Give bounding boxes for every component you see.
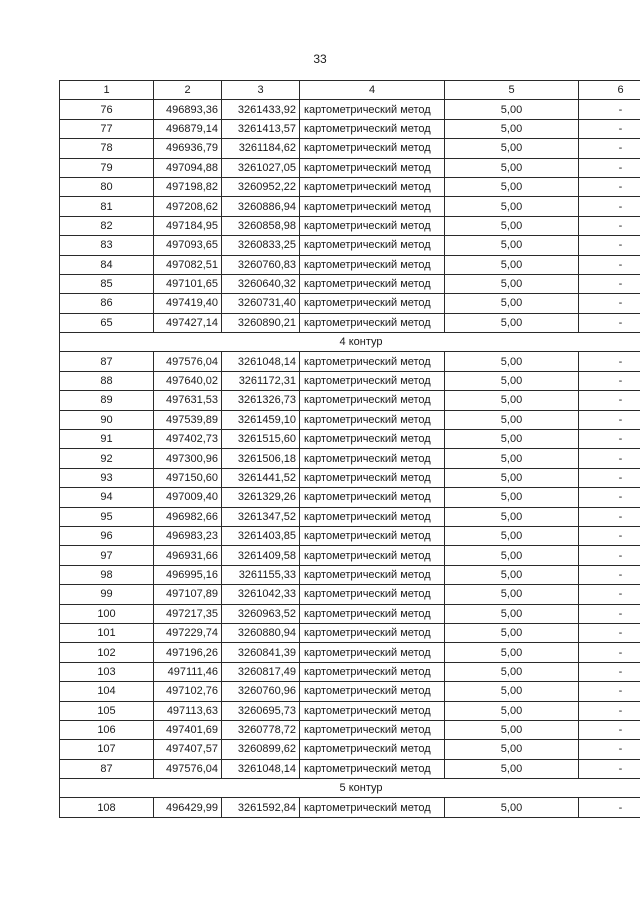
y-coordinate-cell: 3260640,32 — [222, 274, 300, 293]
accuracy-cell: 5,00 — [445, 119, 579, 138]
note-cell: - — [579, 294, 640, 313]
x-coordinate-cell: 496982,66 — [154, 507, 222, 526]
method-cell: картометрический метод — [300, 294, 445, 313]
method-cell: картометрический метод — [300, 546, 445, 565]
column-header-6: 6 — [579, 81, 640, 100]
y-coordinate-cell: 3261155,33 — [222, 565, 300, 584]
note-cell: - — [579, 798, 640, 817]
method-cell: картометрический метод — [300, 662, 445, 681]
note-cell: - — [579, 410, 640, 429]
table-row — [60, 507, 640, 526]
method-cell: картометрический метод — [300, 410, 445, 429]
table-row — [60, 371, 640, 390]
note-cell: - — [579, 720, 640, 739]
point-number-cell: 97 — [60, 546, 154, 565]
point-number-cell: 65 — [60, 313, 154, 332]
x-coordinate-cell: 496893,36 — [154, 100, 222, 119]
method-cell: картометрический метод — [300, 740, 445, 759]
y-coordinate-cell: 3261172,31 — [222, 371, 300, 390]
y-coordinate-cell: 3260778,72 — [222, 720, 300, 739]
method-cell: картометрический метод — [300, 274, 445, 293]
note-cell: - — [579, 526, 640, 545]
y-coordinate-cell: 3261329,26 — [222, 488, 300, 507]
table-row — [60, 604, 640, 623]
section-label: 5 контур — [60, 779, 640, 798]
point-number-cell: 88 — [60, 371, 154, 390]
method-cell: картометрический метод — [300, 197, 445, 216]
point-number-cell: 103 — [60, 662, 154, 681]
y-coordinate-cell: 3261592,84 — [222, 798, 300, 817]
point-number-cell: 87 — [60, 352, 154, 371]
note-cell: - — [579, 100, 640, 119]
note-cell: - — [579, 740, 640, 759]
page-number: 33 — [313, 52, 327, 66]
table-row — [60, 449, 640, 468]
point-number-cell: 95 — [60, 507, 154, 526]
method-cell: картометрический метод — [300, 701, 445, 720]
table-row — [60, 643, 640, 662]
accuracy-cell: 5,00 — [445, 720, 579, 739]
point-number-cell: 80 — [60, 177, 154, 196]
accuracy-cell: 5,00 — [445, 410, 579, 429]
note-cell: - — [579, 216, 640, 235]
y-coordinate-cell: 3261506,18 — [222, 449, 300, 468]
point-number-cell: 84 — [60, 255, 154, 274]
x-coordinate-cell: 497150,60 — [154, 468, 222, 487]
accuracy-cell: 5,00 — [445, 662, 579, 681]
x-coordinate-cell: 497576,04 — [154, 759, 222, 778]
x-coordinate-cell: 497640,02 — [154, 371, 222, 390]
table-row — [60, 701, 640, 720]
table-row — [60, 236, 640, 255]
point-number-cell: 79 — [60, 158, 154, 177]
y-coordinate-cell: 3260695,73 — [222, 701, 300, 720]
table-row — [60, 488, 640, 507]
table-row — [60, 585, 640, 604]
y-coordinate-cell: 3260890,21 — [222, 313, 300, 332]
accuracy-cell: 5,00 — [445, 216, 579, 235]
point-number-cell: 78 — [60, 139, 154, 158]
note-cell: - — [579, 662, 640, 681]
accuracy-cell: 5,00 — [445, 798, 579, 817]
method-cell: картометрический метод — [300, 255, 445, 274]
accuracy-cell: 5,00 — [445, 507, 579, 526]
table-row — [60, 682, 640, 701]
table-row — [60, 430, 640, 449]
table-row — [60, 216, 640, 235]
y-coordinate-cell: 3261403,85 — [222, 526, 300, 545]
y-coordinate-cell: 3261441,52 — [222, 468, 300, 487]
method-cell: картометрический метод — [300, 798, 445, 817]
accuracy-cell: 5,00 — [445, 740, 579, 759]
table-row — [60, 177, 640, 196]
x-coordinate-cell: 497539,89 — [154, 410, 222, 429]
accuracy-cell: 5,00 — [445, 546, 579, 565]
y-coordinate-cell: 3260858,98 — [222, 216, 300, 235]
y-coordinate-cell: 3261042,33 — [222, 585, 300, 604]
note-cell: - — [579, 643, 640, 662]
table-row — [60, 798, 640, 817]
note-cell: - — [579, 391, 640, 410]
note-cell: - — [579, 119, 640, 138]
table-row — [60, 119, 640, 138]
note-cell: - — [579, 449, 640, 468]
note-cell: - — [579, 274, 640, 293]
method-cell: картометрический метод — [300, 507, 445, 526]
method-cell: картометрический метод — [300, 585, 445, 604]
x-coordinate-cell: 497208,62 — [154, 197, 222, 216]
y-coordinate-cell: 3261433,92 — [222, 100, 300, 119]
table-header — [60, 81, 640, 100]
section-row — [60, 333, 640, 352]
y-coordinate-cell: 3261459,10 — [222, 410, 300, 429]
method-cell: картометрический метод — [300, 158, 445, 177]
table-row — [60, 662, 640, 681]
y-coordinate-cell: 3260963,52 — [222, 604, 300, 623]
accuracy-cell: 5,00 — [445, 682, 579, 701]
table-row — [60, 100, 640, 119]
x-coordinate-cell: 497009,40 — [154, 488, 222, 507]
note-cell: - — [579, 197, 640, 216]
table-row — [60, 759, 640, 778]
accuracy-cell: 5,00 — [445, 565, 579, 584]
y-coordinate-cell: 3261048,14 — [222, 759, 300, 778]
accuracy-cell: 5,00 — [445, 158, 579, 177]
section-row — [60, 779, 640, 798]
accuracy-cell: 5,00 — [445, 313, 579, 332]
coordinates-table — [59, 80, 640, 818]
note-cell: - — [579, 682, 640, 701]
point-number-cell: 86 — [60, 294, 154, 313]
note-cell: - — [579, 623, 640, 642]
method-cell: картометрический метод — [300, 720, 445, 739]
header-row — [60, 81, 640, 100]
table-row — [60, 139, 640, 158]
accuracy-cell: 5,00 — [445, 701, 579, 720]
accuracy-cell: 5,00 — [445, 526, 579, 545]
accuracy-cell: 5,00 — [445, 177, 579, 196]
x-coordinate-cell: 497198,82 — [154, 177, 222, 196]
note-cell: - — [579, 430, 640, 449]
accuracy-cell: 5,00 — [445, 255, 579, 274]
y-coordinate-cell: 3261027,05 — [222, 158, 300, 177]
column-header-4: 4 — [300, 81, 445, 100]
x-coordinate-cell: 497300,96 — [154, 449, 222, 468]
accuracy-cell: 5,00 — [445, 643, 579, 662]
point-number-cell: 105 — [60, 701, 154, 720]
method-cell: картометрический метод — [300, 623, 445, 642]
table-row — [60, 546, 640, 565]
accuracy-cell: 5,00 — [445, 623, 579, 642]
table-row — [60, 391, 640, 410]
y-coordinate-cell: 3260899,62 — [222, 740, 300, 759]
method-cell: картометрический метод — [300, 371, 445, 390]
point-number-cell: 106 — [60, 720, 154, 739]
x-coordinate-cell: 497111,46 — [154, 662, 222, 681]
table-body — [60, 100, 640, 817]
table-row — [60, 468, 640, 487]
point-number-cell: 81 — [60, 197, 154, 216]
point-number-cell: 108 — [60, 798, 154, 817]
table-row — [60, 352, 640, 371]
note-cell: - — [579, 701, 640, 720]
table-row — [60, 313, 640, 332]
method-cell: картометрический метод — [300, 430, 445, 449]
x-coordinate-cell: 497229,74 — [154, 623, 222, 642]
method-cell: картометрический метод — [300, 119, 445, 138]
y-coordinate-cell: 3261413,57 — [222, 119, 300, 138]
point-number-cell: 93 — [60, 468, 154, 487]
point-number-cell: 102 — [60, 643, 154, 662]
method-cell: картометрический метод — [300, 488, 445, 507]
point-number-cell: 90 — [60, 410, 154, 429]
method-cell: картометрический метод — [300, 682, 445, 701]
column-header-1: 1 — [60, 81, 154, 100]
x-coordinate-cell: 497113,63 — [154, 701, 222, 720]
table-row — [60, 565, 640, 584]
accuracy-cell: 5,00 — [445, 759, 579, 778]
x-coordinate-cell: 497107,89 — [154, 585, 222, 604]
note-cell: - — [579, 158, 640, 177]
accuracy-cell: 5,00 — [445, 604, 579, 623]
x-coordinate-cell: 497576,04 — [154, 352, 222, 371]
accuracy-cell: 5,00 — [445, 468, 579, 487]
x-coordinate-cell: 496995,16 — [154, 565, 222, 584]
x-coordinate-cell: 497094,88 — [154, 158, 222, 177]
y-coordinate-cell: 3260841,39 — [222, 643, 300, 662]
method-cell: картометрический метод — [300, 468, 445, 487]
method-cell: картометрический метод — [300, 313, 445, 332]
note-cell: - — [579, 604, 640, 623]
accuracy-cell: 5,00 — [445, 294, 579, 313]
point-number-cell: 82 — [60, 216, 154, 235]
x-coordinate-cell: 497102,76 — [154, 682, 222, 701]
method-cell: картометрический метод — [300, 236, 445, 255]
method-cell: картометрический метод — [300, 216, 445, 235]
point-number-cell: 85 — [60, 274, 154, 293]
y-coordinate-cell: 3260880,94 — [222, 623, 300, 642]
note-cell: - — [579, 139, 640, 158]
note-cell: - — [579, 352, 640, 371]
point-number-cell: 89 — [60, 391, 154, 410]
method-cell: картометрический метод — [300, 604, 445, 623]
y-coordinate-cell: 3261048,14 — [222, 352, 300, 371]
column-header-3: 3 — [222, 81, 300, 100]
accuracy-cell: 5,00 — [445, 488, 579, 507]
note-cell: - — [579, 468, 640, 487]
point-number-cell: 107 — [60, 740, 154, 759]
y-coordinate-cell: 3260760,83 — [222, 255, 300, 274]
y-coordinate-cell: 3261184,62 — [222, 139, 300, 158]
y-coordinate-cell: 3260886,94 — [222, 197, 300, 216]
point-number-cell: 101 — [60, 623, 154, 642]
y-coordinate-cell: 3260760,96 — [222, 682, 300, 701]
note-cell: - — [579, 565, 640, 584]
note-cell: - — [579, 236, 640, 255]
method-cell: картометрический метод — [300, 526, 445, 545]
x-coordinate-cell: 497196,26 — [154, 643, 222, 662]
note-cell: - — [579, 546, 640, 565]
x-coordinate-cell: 496879,14 — [154, 119, 222, 138]
y-coordinate-cell: 3260817,49 — [222, 662, 300, 681]
accuracy-cell: 5,00 — [445, 197, 579, 216]
note-cell: - — [579, 313, 640, 332]
point-number-cell: 104 — [60, 682, 154, 701]
note-cell: - — [579, 507, 640, 526]
table-row — [60, 526, 640, 545]
method-cell: картометрический метод — [300, 352, 445, 371]
x-coordinate-cell: 496429,99 — [154, 798, 222, 817]
accuracy-cell: 5,00 — [445, 430, 579, 449]
table-row — [60, 410, 640, 429]
x-coordinate-cell: 497101,65 — [154, 274, 222, 293]
point-number-cell: 94 — [60, 488, 154, 507]
accuracy-cell: 5,00 — [445, 236, 579, 255]
y-coordinate-cell: 3261347,52 — [222, 507, 300, 526]
x-coordinate-cell: 496931,66 — [154, 546, 222, 565]
note-cell: - — [579, 488, 640, 507]
accuracy-cell: 5,00 — [445, 449, 579, 468]
section-label: 4 контур — [60, 333, 640, 352]
accuracy-cell: 5,00 — [445, 139, 579, 158]
accuracy-cell: 5,00 — [445, 391, 579, 410]
table-row — [60, 720, 640, 739]
note-cell: - — [579, 177, 640, 196]
x-coordinate-cell: 496936,79 — [154, 139, 222, 158]
accuracy-cell: 5,00 — [445, 274, 579, 293]
table-row — [60, 294, 640, 313]
point-number-cell: 100 — [60, 604, 154, 623]
column-header-5: 5 — [445, 81, 579, 100]
column-header-2: 2 — [154, 81, 222, 100]
x-coordinate-cell: 496983,23 — [154, 526, 222, 545]
x-coordinate-cell: 497402,73 — [154, 430, 222, 449]
accuracy-cell: 5,00 — [445, 585, 579, 604]
note-cell: - — [579, 585, 640, 604]
accuracy-cell: 5,00 — [445, 352, 579, 371]
table-row — [60, 255, 640, 274]
point-number-cell: 87 — [60, 759, 154, 778]
method-cell: картометрический метод — [300, 759, 445, 778]
note-cell: - — [579, 255, 640, 274]
point-number-cell: 83 — [60, 236, 154, 255]
point-number-cell: 77 — [60, 119, 154, 138]
point-number-cell: 92 — [60, 449, 154, 468]
method-cell: картометрический метод — [300, 177, 445, 196]
x-coordinate-cell: 497093,65 — [154, 236, 222, 255]
accuracy-cell: 5,00 — [445, 100, 579, 119]
y-coordinate-cell: 3261515,60 — [222, 430, 300, 449]
x-coordinate-cell: 497217,35 — [154, 604, 222, 623]
x-coordinate-cell: 497419,40 — [154, 294, 222, 313]
y-coordinate-cell: 3260833,25 — [222, 236, 300, 255]
method-cell: картометрический метод — [300, 100, 445, 119]
method-cell: картометрический метод — [300, 139, 445, 158]
x-coordinate-cell: 497427,14 — [154, 313, 222, 332]
point-number-cell: 98 — [60, 565, 154, 584]
y-coordinate-cell: 3261409,58 — [222, 546, 300, 565]
x-coordinate-cell: 497401,69 — [154, 720, 222, 739]
note-cell: - — [579, 759, 640, 778]
table-row — [60, 623, 640, 642]
method-cell: картометрический метод — [300, 565, 445, 584]
method-cell: картометрический метод — [300, 643, 445, 662]
x-coordinate-cell: 497407,57 — [154, 740, 222, 759]
table-row — [60, 158, 640, 177]
table-row — [60, 274, 640, 293]
y-coordinate-cell: 3260731,40 — [222, 294, 300, 313]
method-cell: картометрический метод — [300, 449, 445, 468]
method-cell: картометрический метод — [300, 391, 445, 410]
point-number-cell: 99 — [60, 585, 154, 604]
y-coordinate-cell: 3261326,73 — [222, 391, 300, 410]
table-row — [60, 740, 640, 759]
point-number-cell: 76 — [60, 100, 154, 119]
accuracy-cell: 5,00 — [445, 371, 579, 390]
note-cell: - — [579, 371, 640, 390]
x-coordinate-cell: 497184,95 — [154, 216, 222, 235]
table-row — [60, 197, 640, 216]
y-coordinate-cell: 3260952,22 — [222, 177, 300, 196]
x-coordinate-cell: 497631,53 — [154, 391, 222, 410]
point-number-cell: 96 — [60, 526, 154, 545]
x-coordinate-cell: 497082,51 — [154, 255, 222, 274]
point-number-cell: 91 — [60, 430, 154, 449]
